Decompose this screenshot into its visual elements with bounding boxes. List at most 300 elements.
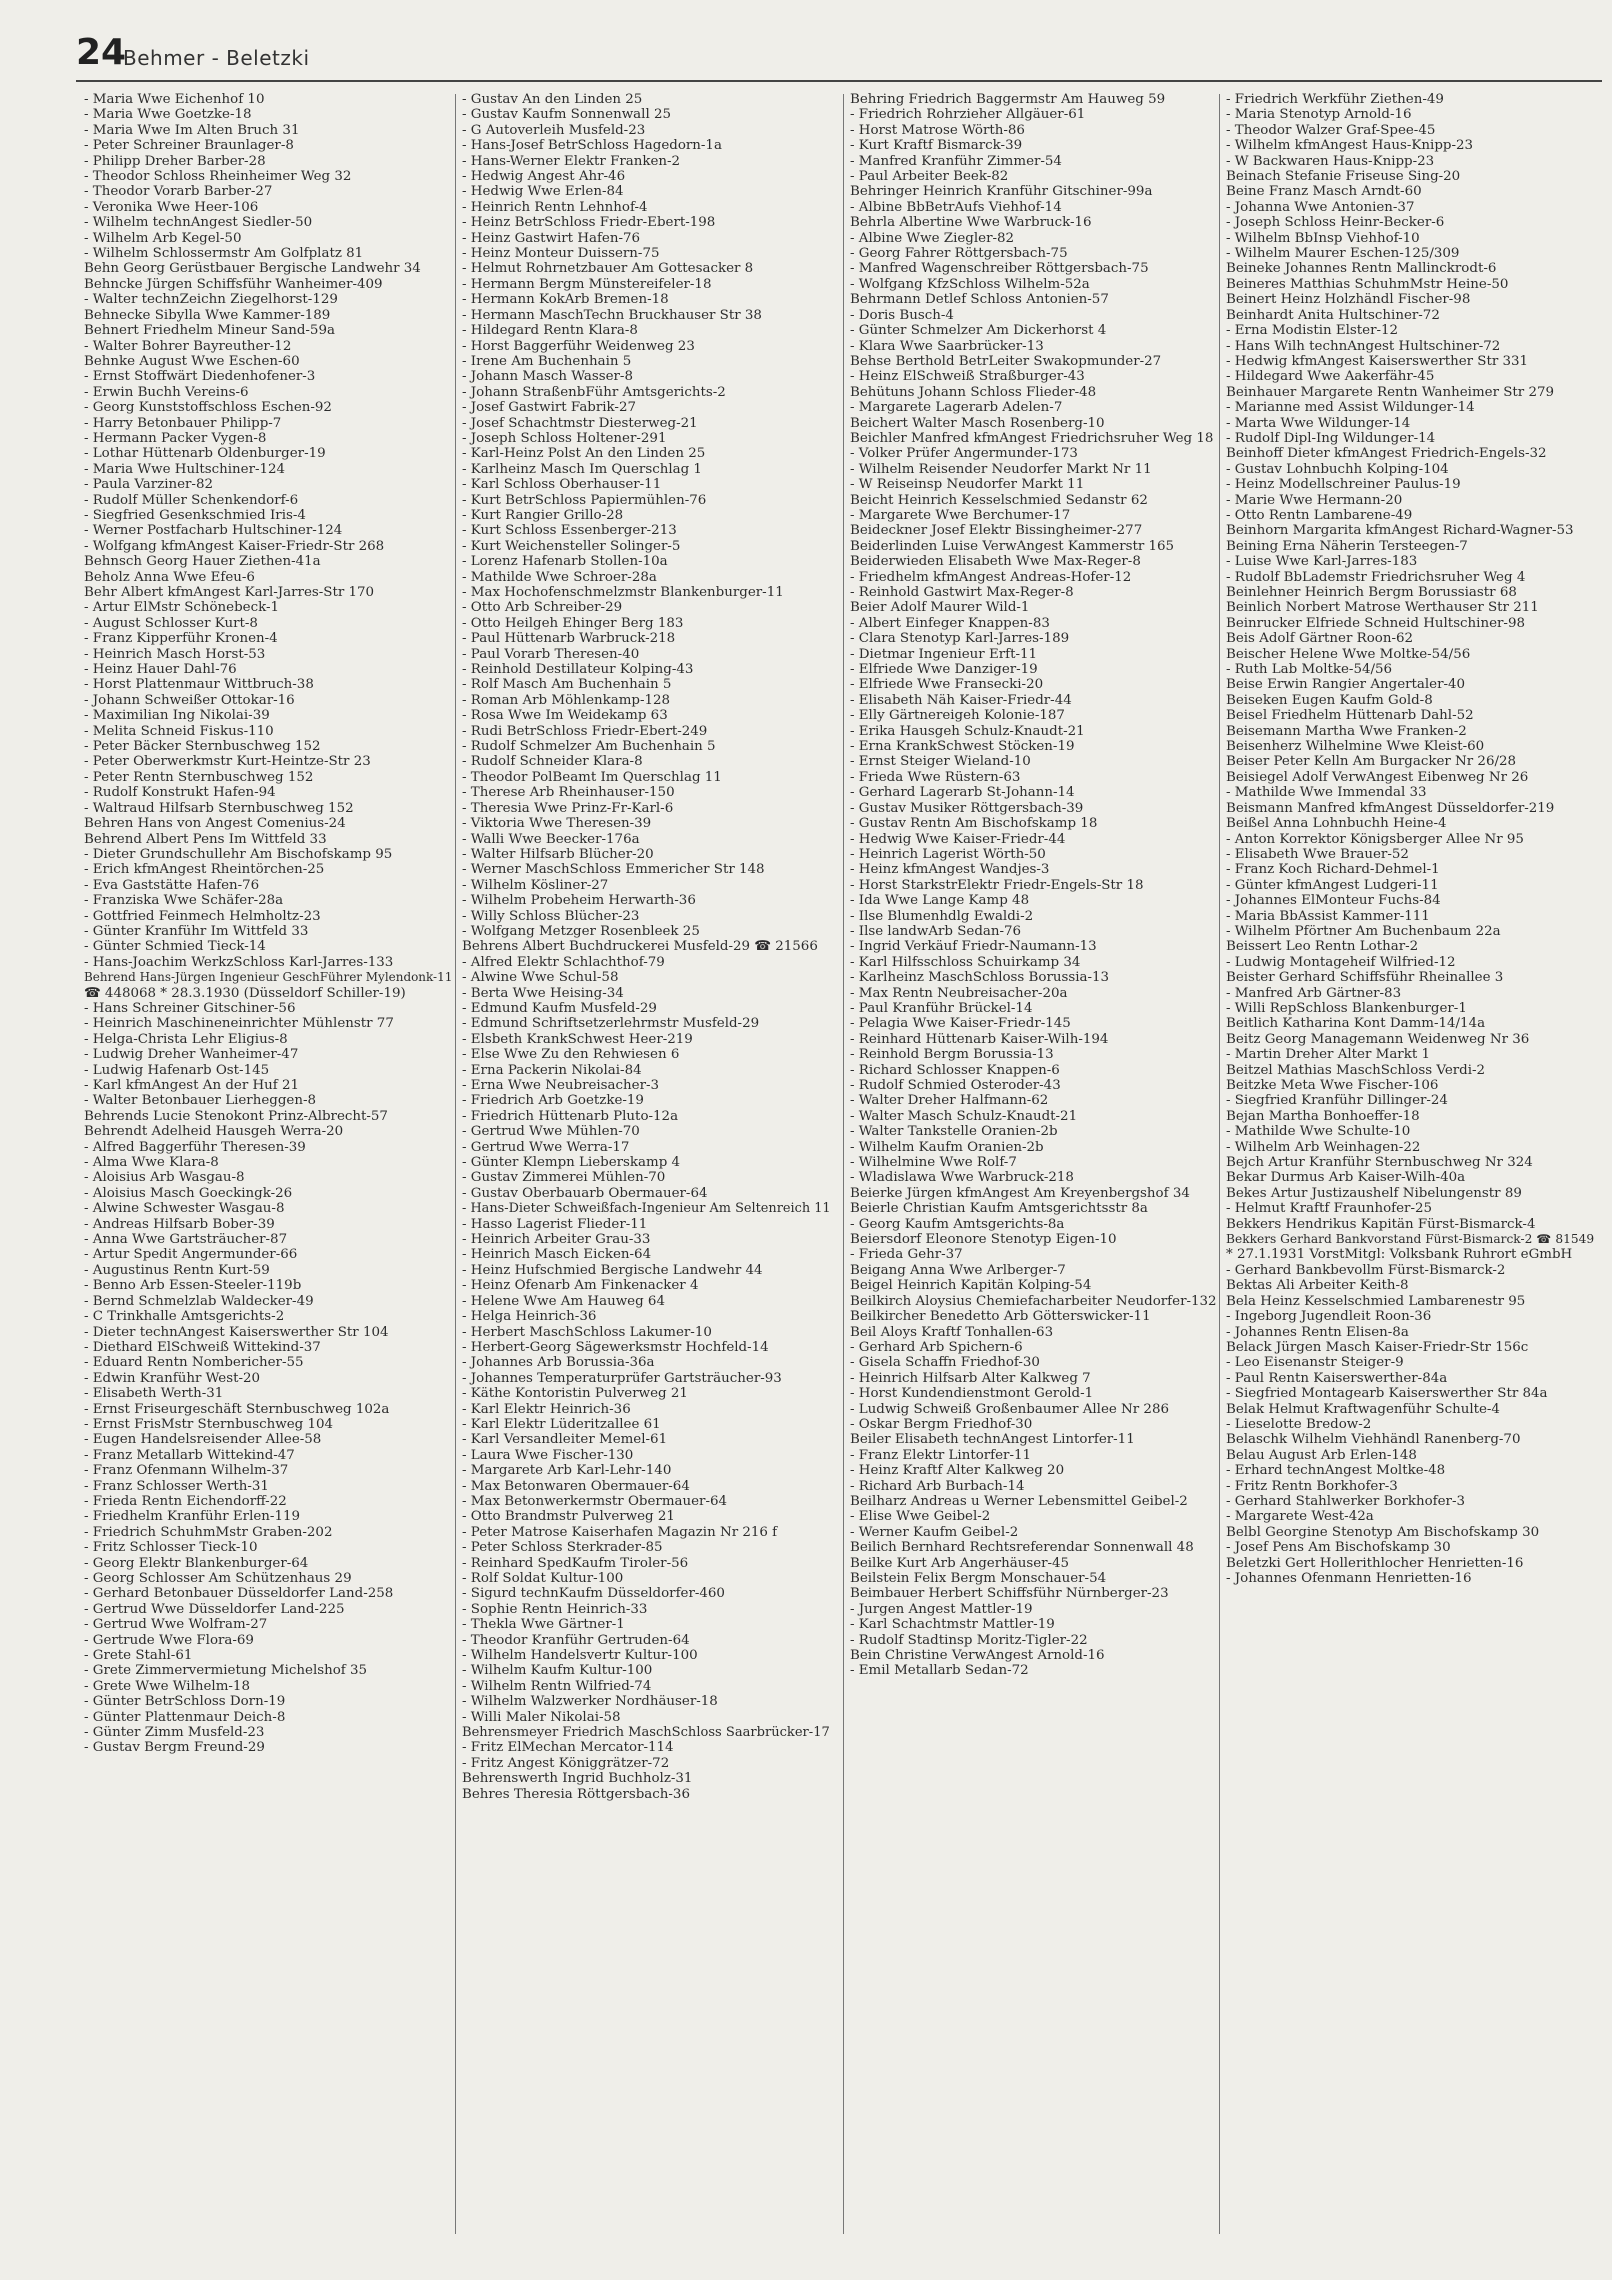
directory-entry: - Hedwig kfmAngest Kaiserswerther Str 331	[1226, 353, 1529, 369]
directory-entry: Behncke Jürgen Schiffsführ Wanheimer-409	[84, 276, 383, 292]
directory-entry: - Reinhard Hüttenarb Kaiser-Wilh-194	[850, 1031, 1109, 1047]
directory-entry: - Johanna Wwe Antonien-37	[1226, 199, 1415, 215]
directory-entry: - Heinz BetrSchloss Friedr-Ebert-198	[462, 215, 716, 231]
directory-entry: - Eduard Rentn Nombericher-55	[84, 1355, 304, 1371]
directory-entry: - Hans-Josef BetrSchloss Hagedorn-1a	[462, 138, 722, 154]
directory-entry: - Rudolf Konstrukt Hafen-94	[84, 785, 276, 801]
directory-entry: Beilke Kurt Arb Angerhäuser-45	[850, 1555, 1070, 1571]
directory-entry: - Günter Zimm Musfeld-23	[84, 1725, 265, 1741]
directory-entry: Beisenherz Wilhelmine Wwe Kleist-60	[1226, 739, 1485, 755]
directory-entry: - Else Wwe Zu den Rehwiesen 6	[462, 1047, 680, 1063]
directory-entry: - Helmut Rohrnetzbauer Am Gottesacker 8	[462, 261, 754, 277]
directory-entry: - Wilhelm Kaufm Kultur-100	[462, 1663, 653, 1679]
directory-entry: * 27.1.1931 VorstMitgl: Volksbank Ruhrort eGmbH	[1226, 1247, 1573, 1263]
directory-entry: - Elfriede Wwe Danziger-19	[850, 662, 1038, 678]
directory-entry: - Franz Kipperführ Kronen-4	[84, 631, 278, 647]
directory-entry: - Ludwig Montageheif Wilfried-12	[1226, 954, 1456, 970]
directory-entry: - Heinz kfmAngest Wandjes-3	[850, 862, 1050, 878]
directory-entry: - Elisabeth Näh Kaiser-Friedr-44	[850, 692, 1072, 708]
directory-entry: Behr Albert kfmAngest Karl-Jarres-Str 170	[84, 585, 375, 600]
directory-entry: Beinhauer Margarete Rentn Wanheimer Str 279	[1226, 384, 1555, 400]
directory-entry: - W Backwaren Haus-Knipp-23	[1226, 153, 1435, 169]
directory-entry: - Karl-Heinz Polst An den Linden 25	[462, 446, 706, 462]
directory-entry: - Paul Kranführ Brückel-14	[850, 1000, 1033, 1016]
directory-entry: - Theodor Schloss Rheinheimer Weg 32	[84, 169, 352, 185]
directory-entry: Beiseken Eugen Kaufm Gold-8	[1226, 692, 1433, 708]
directory-entry: - August Schlosser Kurt-8	[84, 615, 258, 631]
directory-entry: - W Reiseinsp Neudorfer Markt 11	[850, 477, 1085, 493]
directory-entry: - Dietmar Ingenieur Erft-11	[850, 646, 1038, 662]
directory-entry: - Benno Arb Essen-Steeler-119b	[84, 1278, 302, 1294]
directory-entry: - Rudolf Schmelzer Am Buchenhain 5	[462, 739, 716, 755]
directory-entry: - Günter Plattenmaur Deich-8	[84, 1709, 286, 1725]
directory-entry: - Albert Einfeger Knappen-83	[850, 615, 1050, 631]
directory-entry: Behnsch Georg Hauer Ziethen-41a	[84, 554, 321, 570]
directory-entry: - Gertrud Wwe Werra-17	[462, 1139, 630, 1155]
directory-entry: Beinach Stefanie Friseuse Sing-20	[1226, 169, 1461, 185]
directory-entry: - Philipp Dreher Barber-28	[84, 153, 266, 169]
directory-entry: - Albine BbBetrAufs Viehhof-14	[850, 199, 1062, 215]
directory-entry: - Erhard technAngest Moltke-48	[1226, 1463, 1446, 1479]
directory-entry: - Manfred Wagenschreiber Röttgersbach-75	[850, 261, 1149, 277]
directory-entry: - Heinrich Masch Eicken-64	[462, 1247, 652, 1263]
directory-entry: Bekes Artur Justizaushelf Nibelungenstr 89	[1226, 1185, 1522, 1201]
directory-entry: - Maria Wwe Hultschiner-124	[84, 461, 286, 477]
directory-entry: - Artur Spedit Angermunder-66	[84, 1247, 298, 1263]
directory-entry: - Hans-Werner Elektr Franken-2	[462, 153, 681, 169]
directory-entry: - Karl Elektr Lüderitzallee 61	[462, 1416, 661, 1432]
directory-entry: - Friedhelm Kranführ Erlen-119	[84, 1509, 301, 1525]
directory-entry: - Richard Schlosser Knappen-6	[850, 1062, 1060, 1078]
directory-entry: Beinhardt Anita Hultschiner-72	[1226, 307, 1440, 323]
directory-entry: - Joseph Schloss Heinr-Becker-6	[1226, 215, 1445, 231]
directory-entry: - Frieda Gehr-37	[850, 1247, 963, 1263]
directory-entry: Belack Jürgen Masch Kaiser-Friedr-Str 156c	[1226, 1339, 1529, 1355]
directory-entry: - Gerhard Bankbevollm Fürst-Bismarck-2	[1226, 1262, 1506, 1278]
directory-entry: - Erich kfmAngest Rheintörchen-25	[84, 862, 325, 878]
directory-entry: - Gustav Rentn Am Bischofskamp 18	[850, 816, 1098, 832]
directory-entry: Beineres Matthias SchuhmMstr Heine-50	[1226, 276, 1509, 292]
directory-entry: - Oskar Bergm Friedhof-30	[850, 1416, 1033, 1432]
directory-entry: - Dieter technAngest Kaiserswerther Str 104	[84, 1324, 389, 1340]
directory-entry: Behren Hans von Angest Comenius-24	[84, 816, 346, 832]
directory-entry: - Peter Rentn Sternbuschweg 152	[84, 769, 314, 785]
directory-entry: - Irene Am Buchenhain 5	[462, 353, 632, 369]
directory-entry: - Berta Wwe Heising-34	[462, 985, 624, 1001]
directory-entry: Bekkers Gerhard Bankvorstand Fürst-Bismarck-2 ☎ 81549	[1226, 1232, 1595, 1247]
directory-entry: - Peter Schreiner Braunlager-8	[84, 138, 294, 154]
directory-entry: - Gerhard Lagerarb St-Johann-14	[850, 785, 1075, 801]
directory-entry: - Günter Kranführ Im Wittfeld 33	[84, 923, 309, 939]
directory-entry: - Wilhelm Reisender Neudorfer Markt Nr 11	[850, 461, 1152, 477]
directory-entry: - Otto Brandmstr Pulverweg 21	[462, 1509, 675, 1525]
directory-entry: - Heinz Kraftf Alter Kalkweg 20	[850, 1463, 1065, 1479]
directory-entry: - Franz Schlosser Werth-31	[84, 1478, 269, 1494]
directory-entry: - Eva Gaststätte Hafen-76	[84, 877, 260, 893]
directory-entry: - Ingrid Verkäuf Friedr-Naumann-13	[850, 939, 1097, 955]
directory-entry: - Elly Gärtnereigeh Kolonie-187	[850, 708, 1065, 724]
directory-entry: - Grete Stahl-61	[84, 1648, 193, 1664]
directory-entry: - Maria Wwe Eichenhof 10	[84, 92, 265, 107]
directory-entry: - Helga Heinrich-36	[462, 1309, 597, 1325]
directory-entry: Beine Franz Masch Arndt-60	[1226, 184, 1422, 200]
directory-entry: - Friedhelm kfmAngest Andreas-Hofer-12	[850, 569, 1132, 585]
directory-entry: Beise Erwin Rangier Angertaler-40	[1226, 677, 1466, 693]
directory-entry: Beilstein Felix Bergm Monschauer-54	[850, 1571, 1107, 1586]
directory-entry: - Walter Betonbauer Lierheggen-8	[84, 1093, 316, 1109]
directory-entry: - Sigurd technKaufm Düsseldorfer-460	[462, 1586, 725, 1602]
directory-entry: - Wilhelm Walzwerker Nordhäuser-18	[462, 1694, 718, 1710]
column-2	[462, 92, 832, 1802]
directory-entry: - Ilse landwArb Sedan-76	[850, 923, 1022, 939]
directory-entry: Beischer Helene Wwe Moltke-54/56	[1226, 646, 1471, 662]
directory-entry: - Andreas Hilfsarb Bober-39	[84, 1216, 275, 1232]
directory-entry: - Walli Wwe Beecker-176a	[462, 831, 640, 847]
directory-entry: - Wilhelm Handelsvertr Kultur-100	[462, 1648, 698, 1664]
directory-entry: - Rudolf Müller Schenkendorf-6	[84, 492, 299, 508]
directory-entry: - Wilhelm Probeheim Herwarth-36	[462, 893, 696, 909]
directory-entry: - Hermann Bergm Münstereifeler-18	[462, 276, 712, 292]
directory-entry: - Elfriede Wwe Fransecki-20	[850, 677, 1044, 693]
column-divider	[843, 94, 844, 2234]
directory-entry: Beimbauer Herbert Schiffsführ Nürnberger-23	[850, 1586, 1169, 1602]
directory-entry: Beinhoff Dieter kfmAngest Friedrich-Engels-32	[1226, 446, 1547, 462]
directory-entry: - Paula Varziner-82	[84, 477, 213, 493]
directory-entry: Behn Georg Gerüstbauer Bergische Landwehr 34	[84, 261, 421, 277]
directory-entry: Beichert Walter Masch Rosenberg-10	[850, 415, 1105, 431]
directory-entry: - Horst Kundendienstmont Gerold-1	[850, 1386, 1094, 1402]
directory-entry: - Theodor Vorarb Barber-27	[84, 184, 273, 200]
directory-entry: - Edmund Schriftsetzerlehrmstr Musfeld-29	[462, 1016, 760, 1032]
directory-entry: - Maximilian Ing Nikolai-39	[84, 708, 270, 724]
directory-entry: - Jurgen Angest Mattler-19	[850, 1601, 1033, 1617]
directory-entry: - Aloisius Arb Wasgau-8	[84, 1170, 245, 1186]
directory-entry: - Erna Wwe Neubreisacher-3	[462, 1078, 660, 1093]
directory-entry: - Reinhold Destillateur Kolping-43	[462, 662, 694, 678]
directory-entry: - Gustav Oberbauarb Obermauer-64	[462, 1185, 708, 1201]
directory-entry: - Pelagia Wwe Kaiser-Friedr-145	[850, 1016, 1071, 1032]
directory-entry: - Waltraud Hilfsarb Sternbuschweg 152	[84, 800, 354, 816]
directory-entry: - Marta Wwe Wildunger-14	[1226, 415, 1411, 431]
directory-entry: Beichler Manfred kfmAngest Friedrichsruher Weg 18	[850, 430, 1214, 446]
directory-entry: Beilkirch Aloysius Chemiefacharbeiter Neudorfer-132	[850, 1293, 1217, 1309]
directory-entry: - Wilhelm Kösliner-27	[462, 877, 609, 893]
directory-entry: - Gerhard Arb Spichern-6	[850, 1339, 1023, 1355]
directory-entry: - Hedwig Wwe Kaiser-Friedr-44	[850, 831, 1066, 847]
directory-entry: Behrens Albert Buchdruckerei Musfeld-29 ☎ 21566	[462, 939, 818, 955]
directory-entry: - Reinhold Gastwirt Max-Reger-8	[850, 585, 1074, 600]
directory-entry: - Theresia Wwe Prinz-Fr-Karl-6	[462, 800, 674, 816]
directory-entry: - Günter BetrSchloss Dorn-19	[84, 1694, 286, 1710]
directory-entry: - Grete Zimmervermietung Michelshof 35	[84, 1663, 368, 1679]
directory-entry: - Willi Maler Nikolai-58	[462, 1709, 621, 1725]
directory-entry: Belaschk Wilhelm Viehhändl Ranenberg-70	[1226, 1432, 1521, 1448]
directory-entry: - Otto Arb Schreiber-29	[462, 600, 623, 616]
directory-entry: - Rolf Soldat Kultur-100	[462, 1571, 624, 1586]
directory-entry: - Karlheinz Masch Im Querschlag 1	[462, 461, 702, 477]
directory-entry: - Wilhelm technAngest Siedler-50	[84, 215, 313, 231]
directory-entry: - Fritz Rentn Borkhofer-3	[1226, 1478, 1398, 1494]
directory-entry: - Kurt Schloss Essenberger-213	[462, 523, 677, 539]
directory-entry: - Thekla Wwe Gärtner-1	[462, 1617, 625, 1633]
directory-entry: - Wolfgang kfmAngest Kaiser-Friedr-Str 268	[84, 538, 385, 554]
directory-entry: - Horst Matrose Wörth-86	[850, 122, 1025, 138]
directory-entry: - Edwin Kranführ West-20	[84, 1370, 261, 1386]
directory-entry: - Helene Wwe Am Hauweg 64	[462, 1293, 665, 1309]
directory-entry: - Rudi BetrSchloss Friedr-Ebert-249	[462, 723, 708, 739]
directory-entry: - Walter technZeichn Ziegelhorst-129	[84, 292, 338, 308]
directory-entry: - Hedwig Wwe Erlen-84	[462, 184, 624, 200]
directory-entry: - Doris Busch-4	[850, 307, 954, 323]
directory-entry: - Kurt Kraftf Bismarck-39	[850, 138, 1023, 154]
directory-entry: - Therese Arb Rheinhauser-150	[462, 785, 675, 801]
directory-entry: - Walter Hilfsarb Blücher-20	[462, 846, 654, 862]
directory-entry: - Gottfried Feinmech Helmholtz-23	[84, 908, 321, 924]
directory-entry: Beiderwieden Elisabeth Wwe Max-Reger-8	[850, 554, 1141, 570]
directory-entry: - Willi RepSchloss Blankenburger-1	[1226, 1000, 1467, 1016]
directory-entry: Beitzel Mathias MaschSchloss Verdi-2	[1226, 1062, 1486, 1078]
directory-entry: - Walter Masch Schulz-Knaudt-21	[850, 1108, 1078, 1124]
directory-entry: - Heinz Monteur Duissern-75	[462, 246, 660, 262]
directory-entry: - Heinz Modellschreiner Paulus-19	[1226, 477, 1461, 493]
directory-entry: - Johannes ElMonteur Fuchs-84	[1226, 893, 1441, 909]
directory-entry: - Georg Kaufm Amtsgerichts-8a	[850, 1216, 1065, 1232]
directory-entry: - Max Betonwaren Obermauer-64	[462, 1478, 690, 1494]
directory-entry: - Ernst Steiger Wieland-10	[850, 754, 1031, 770]
directory-entry: - Wolfgang KfzSchloss Wilhelm-52a	[850, 276, 1090, 292]
directory-entry: - Peter Oberwerkmstr Kurt-Heintze-Str 23	[84, 754, 371, 770]
directory-entry: - Heinrich Rentn Lehnhof-4	[462, 199, 648, 215]
directory-entry: - Erika Hausgeh Schulz-Knaudt-21	[850, 723, 1085, 739]
directory-entry: - Walter Bohrer Bayreuther-12	[84, 338, 292, 354]
directory-entry: - Fritz Schlosser Tieck-10	[84, 1540, 258, 1556]
directory-entry: - Erna Modistin Elster-12	[1226, 323, 1399, 339]
directory-entry: Bela Heinz Kesselschmied Lambarenestr 95	[1226, 1293, 1526, 1309]
directory-entry: - Georg Elektr Blankenburger-64	[84, 1555, 309, 1571]
directory-entry: - Friedrich Werkführ Ziethen-49	[1226, 92, 1444, 107]
directory-entry: - Hans Wilh technAngest Hultschiner-72	[1226, 338, 1501, 354]
directory-entry: - Theodor Walzer Graf-Spee-45	[1226, 122, 1436, 138]
directory-entry: - Werner Kaufm Geibel-2	[850, 1524, 1019, 1540]
directory-entry: Behrends Lucie Stenokont Prinz-Albrecht-57	[84, 1108, 388, 1124]
directory-entry: - Paul Vorarb Theresen-40	[462, 646, 640, 662]
directory-entry: - Horst Plattenmaur Wittbruch-38	[84, 677, 314, 693]
directory-entry: - Hermann Packer Vygen-8	[84, 430, 267, 446]
directory-entry: - Rudolf Schneider Klara-8	[462, 754, 643, 770]
directory-entry: - Josef Pens Am Bischofskamp 30	[1226, 1540, 1451, 1556]
directory-entry: - Alma Wwe Klara-8	[84, 1155, 219, 1171]
directory-entry: Beigang Anna Wwe Arlberger-7	[850, 1262, 1066, 1278]
directory-entry: - Dieter Grundschullehr Am Bischofskamp 95	[84, 846, 393, 862]
directory-entry: - Leo Eisenanstr Steiger-9	[1226, 1355, 1404, 1371]
directory-entry: - Wilhelm BbInsp Viehhof-10	[1226, 230, 1420, 246]
directory-entry: - Elisabeth Wwe Brauer-52	[1226, 846, 1409, 862]
directory-entry: - Erwin Buchh Vereins-6	[84, 384, 249, 400]
directory-entry: - Artur ElMstr Schönebeck-1	[84, 600, 280, 616]
directory-entry: - Hermann MaschTechn Bruckhauser Str 38	[462, 307, 762, 323]
directory-entry: Beigel Heinrich Kapitän Kolping-54	[850, 1278, 1092, 1294]
directory-entry: - Margarete Wwe Berchumer-17	[850, 507, 1071, 523]
directory-entry: - Ernst Friseurgeschäft Sternbuschweg 102a	[84, 1401, 390, 1417]
directory-entry: - Rudolf Schmied Osteroder-43	[850, 1078, 1061, 1093]
directory-entry: - Werner MaschSchloss Emmericher Str 148	[462, 862, 765, 878]
directory-entry: - Kurt BetrSchloss Papiermühlen-76	[462, 492, 707, 508]
directory-entry: - Maria Wwe Im Alten Bruch 31	[84, 122, 300, 138]
directory-entry: - Günter Klempn Lieberskamp 4	[462, 1155, 681, 1171]
directory-entry: - Alfred Baggerführ Theresen-39	[84, 1139, 306, 1155]
directory-entry: - C Trinkhalle Amtsgerichts-2	[84, 1309, 285, 1325]
directory-entry: - Erna Packerin Nikolai-84	[462, 1062, 642, 1078]
directory-entry: - Ruth Lab Moltke-54/56	[1226, 662, 1393, 678]
directory-entry: - Elise Wwe Geibel-2	[850, 1509, 991, 1525]
directory-entry: - Wilhelm Arb Kegel-50	[84, 230, 242, 246]
directory-entry: - Ernst Stoffwärt Diedenhofener-3	[84, 369, 316, 385]
directory-entry: Behrend Albert Pens Im Wittfeld 33	[84, 831, 327, 847]
directory-entry: Bejch Artur Kranführ Sternbuschweg Nr 324	[1226, 1155, 1533, 1171]
directory-entry: - Günter kfmAngest Ludgeri-11	[1226, 877, 1439, 893]
directory-entry: - Peter Matrose Kaiserhafen Magazin Nr 216 f	[462, 1524, 778, 1540]
directory-entry: - Wolfgang Metzger Rosenbleek 25	[462, 923, 700, 939]
directory-entry: - Aloisius Masch Goeckingk-26	[84, 1185, 293, 1201]
directory-entry: - Franz Ofenmann Wilhelm-37	[84, 1463, 289, 1479]
directory-entry: Behütuns Johann Schloss Flieder-48	[850, 384, 1097, 400]
directory-entry: - Frieda Rentn Eichendorff-22	[84, 1493, 287, 1509]
directory-entry: Beitzke Meta Wwe Fischer-106	[1226, 1078, 1439, 1093]
directory-entry: - Lothar Hüttenarb Oldenburger-19	[84, 446, 326, 462]
directory-entry: Behnecke Sibylla Wwe Kammer-189	[84, 307, 331, 323]
directory-entry: - Margarete Arb Karl-Lehr-140	[462, 1463, 672, 1479]
directory-entry: - Wilhelm Pförtner Am Buchenbaum 22a	[1226, 923, 1501, 939]
directory-entry: - Gertrud Wwe Düsseldorfer Land-225	[84, 1601, 345, 1617]
directory-entry: - Gerhard Betonbauer Düsseldorfer Land-258	[84, 1586, 394, 1602]
directory-entry: - Heinz Gastwirt Hafen-76	[462, 230, 641, 246]
directory-entry: Belak Helmut Kraftwagenführ Schulte-4	[1226, 1401, 1500, 1417]
directory-entry: - Melita Schneid Fiskus-110	[84, 723, 274, 739]
directory-entry: - Maria Stenotyp Arnold-16	[1226, 107, 1412, 123]
directory-entry: - Josef Gastwirt Fabrik-27	[462, 400, 636, 416]
directory-entry: - Karl Elektr Heinrich-36	[462, 1401, 631, 1417]
directory-entry: - Wilhelmine Wwe Rolf-7	[850, 1155, 1017, 1171]
directory-entry: - Willy Schloss Blücher-23	[462, 908, 640, 924]
directory-entry: - Käthe Kontoristin Pulverweg 21	[462, 1386, 688, 1402]
directory-entry: - Hasso Lagerist Flieder-11	[462, 1216, 648, 1232]
directory-entry: - Karl Schloss Oberhauser-11	[462, 477, 662, 493]
directory-entry: Beisiegel Adolf VerwAngest Eibenweg Nr 26	[1226, 769, 1529, 785]
directory-entry: - Anna Wwe Gartsträucher-87	[84, 1232, 288, 1248]
directory-entry: - Laura Wwe Fischer-130	[462, 1447, 634, 1463]
directory-entry: - Maria BbAssist Kammer-111	[1226, 908, 1430, 924]
column-divider	[455, 94, 456, 2234]
directory-entry: - Heinrich Lagerist Wörth-50	[850, 846, 1046, 862]
directory-entry: Beis Adolf Gärtner Roon-62	[1226, 631, 1414, 647]
directory-entry: Beisel Friedhelm Hüttenarb Dahl-52	[1226, 708, 1474, 724]
directory-entry: - Gerhard Stahlwerker Borkhofer-3	[1226, 1493, 1465, 1509]
directory-entry: - Grete Wwe Wilhelm-18	[84, 1678, 250, 1694]
directory-entry: - Otto Heilgeh Ehinger Berg 183	[462, 615, 684, 631]
directory-entry: - Marie Wwe Hermann-20	[1226, 492, 1403, 508]
directory-entry: - Viktoria Wwe Theresen-39	[462, 816, 652, 832]
column-4	[1226, 92, 1596, 1586]
directory-entry: - Johannes Arb Borussia-36a	[462, 1355, 655, 1371]
directory-entry: Beister Gerhard Schiffsführ Rheinallee 3	[1226, 970, 1504, 986]
directory-entry: - Alwine Schwester Wasgau-8	[84, 1201, 285, 1217]
directory-entry: Belbl Georgine Stenotyp Am Bischofskamp 30	[1226, 1524, 1540, 1540]
directory-entry: - Gustav Zimmerei Mühlen-70	[462, 1170, 666, 1186]
directory-entry: - Johannes Rentn Elisen-8a	[1226, 1324, 1409, 1340]
directory-entry: - Johann StraßenbFühr Amtsgerichts-2	[462, 384, 726, 400]
directory-entry: Behnert Friedhelm Mineur Sand-59a	[84, 323, 335, 339]
directory-entry: - Heinz Ofenarb Am Finkenacker 4	[462, 1278, 699, 1294]
directory-entry: - Emil Metallarb Sedan-72	[850, 1663, 1029, 1679]
directory-entry: - Rolf Masch Am Buchenhain 5	[462, 677, 672, 693]
directory-entry: - Reinhold Bergm Borussia-13	[850, 1047, 1054, 1063]
directory-entry: Behring Friedrich Baggermstr Am Hauweg 59	[850, 92, 1166, 107]
directory-entry: - Hans-Dieter Schweißfach-Ingenieur Am Seltenreich 11	[462, 1201, 831, 1217]
directory-entry: Beilkircher Benedetto Arb Götterswicker-11	[850, 1309, 1151, 1325]
directory-entry: - Gertrude Wwe Flora-69	[84, 1632, 254, 1648]
directory-entry: Beiler Elisabeth technAngest Lintorfer-11	[850, 1432, 1135, 1448]
directory-entry: - Karl kfmAngest An der Huf 21	[84, 1078, 300, 1093]
directory-entry: - Manfred Kranführ Zimmer-54	[850, 153, 1062, 169]
directory-entry: Beilharz Andreas u Werner Lebensmittel Geibel-2	[850, 1493, 1188, 1509]
directory-entry: - Hans Schreiner Gitschiner-56	[84, 1000, 296, 1016]
directory-entry: - Wilhelm Arb Weinhagen-22	[1226, 1139, 1421, 1155]
directory-entry: - Kurt Weichensteller Solinger-5	[462, 538, 681, 554]
directory-entry: - Franziska Wwe Schäfer-28a	[84, 893, 284, 909]
directory-entry: - Gisela Schaffn Friedhof-30	[850, 1355, 1040, 1371]
directory-entry: - Diethard ElSchweiß Wittekind-37	[84, 1339, 321, 1355]
directory-entry: Behringer Heinrich Kranführ Gitschiner-99a	[850, 184, 1153, 200]
directory-entry: - Max Betonwerkermstr Obermauer-64	[462, 1493, 728, 1509]
directory-entry: - Alwine Wwe Schul-58	[462, 970, 619, 986]
directory-entry: - Roman Arb Möhlenkamp-128	[462, 692, 671, 708]
column-1	[84, 92, 454, 1756]
directory-entry: - Maria Wwe Goetzke-18	[84, 107, 252, 123]
directory-entry: - Mathilde Wwe Schulte-10	[1226, 1124, 1411, 1140]
directory-entry: - Peter Bäcker Sternbuschweg 152	[84, 739, 321, 755]
directory-entry: - Frieda Wwe Rüstern-63	[850, 769, 1021, 785]
directory-entry: - Martin Dreher Alter Markt 1	[1226, 1047, 1430, 1063]
directory-entry: Bein Christine VerwAngest Arnold-16	[850, 1648, 1105, 1664]
directory-entry: - Herbert MaschSchloss Lakumer-10	[462, 1324, 712, 1340]
directory-entry: - Hildegard Wwe Aakerfähr-45	[1226, 369, 1435, 385]
directory-entry: - Joseph Schloss Holtener-291	[462, 430, 667, 446]
directory-entry: Beil Aloys Kraftf Tonhallen-63	[850, 1324, 1054, 1340]
directory-entry: Beineke Johannes Rentn Mallinckrodt-6	[1226, 261, 1497, 277]
directory-entry: - Erna KrankSchwest Stöcken-19	[850, 739, 1075, 755]
directory-entry: Beicht Heinrich Kesselschmied Sedanstr 62	[850, 492, 1148, 508]
directory-entry: Bekar Durmus Arb Kaiser-Wilh-40a	[1226, 1170, 1466, 1186]
directory-entry: - Gustav Musiker Röttgersbach-39	[850, 800, 1084, 816]
directory-entry: - Johann Masch Wasser-8	[462, 369, 633, 385]
directory-entry: - Alfred Elektr Schlachthof-79	[462, 954, 665, 970]
directory-entry: Beholz Anna Wwe Efeu-6	[84, 569, 255, 585]
directory-entry: - Hermann KokArb Bremen-18	[462, 292, 669, 308]
directory-entry: - Johann Schweißer Ottokar-16	[84, 692, 295, 708]
directory-entry: Beiersdorf Eleonore Stenotyp Eigen-10	[850, 1232, 1117, 1248]
directory-entry: ☎ 448068 * 28.3.1930 (Düsseldorf Schiller-19)	[84, 985, 406, 1001]
directory-entry: - Theodor Kranführ Gertruden-64	[462, 1632, 690, 1648]
directory-entry: - Anton Korrektor Königsberger Allee Nr 95	[1226, 831, 1524, 847]
column-3	[850, 92, 1220, 1679]
directory-entry: - Georg Schlosser Am Schützenhaus 29	[84, 1571, 352, 1586]
directory-entry: Beisemann Martha Wwe Franken-2	[1226, 723, 1467, 739]
directory-entry: Behrendt Adelheid Hausgeh Werra-20	[84, 1124, 344, 1140]
directory-entry: - Klara Wwe Saarbrücker-13	[850, 338, 1044, 354]
directory-entry: - Siegfried Gesenkschmied Iris-4	[84, 507, 306, 523]
directory-entry: - Gertrud Wwe Wolfram-27	[84, 1617, 268, 1633]
directory-entry: - Wilhelm Kaufm Oranien-2b	[850, 1139, 1044, 1155]
